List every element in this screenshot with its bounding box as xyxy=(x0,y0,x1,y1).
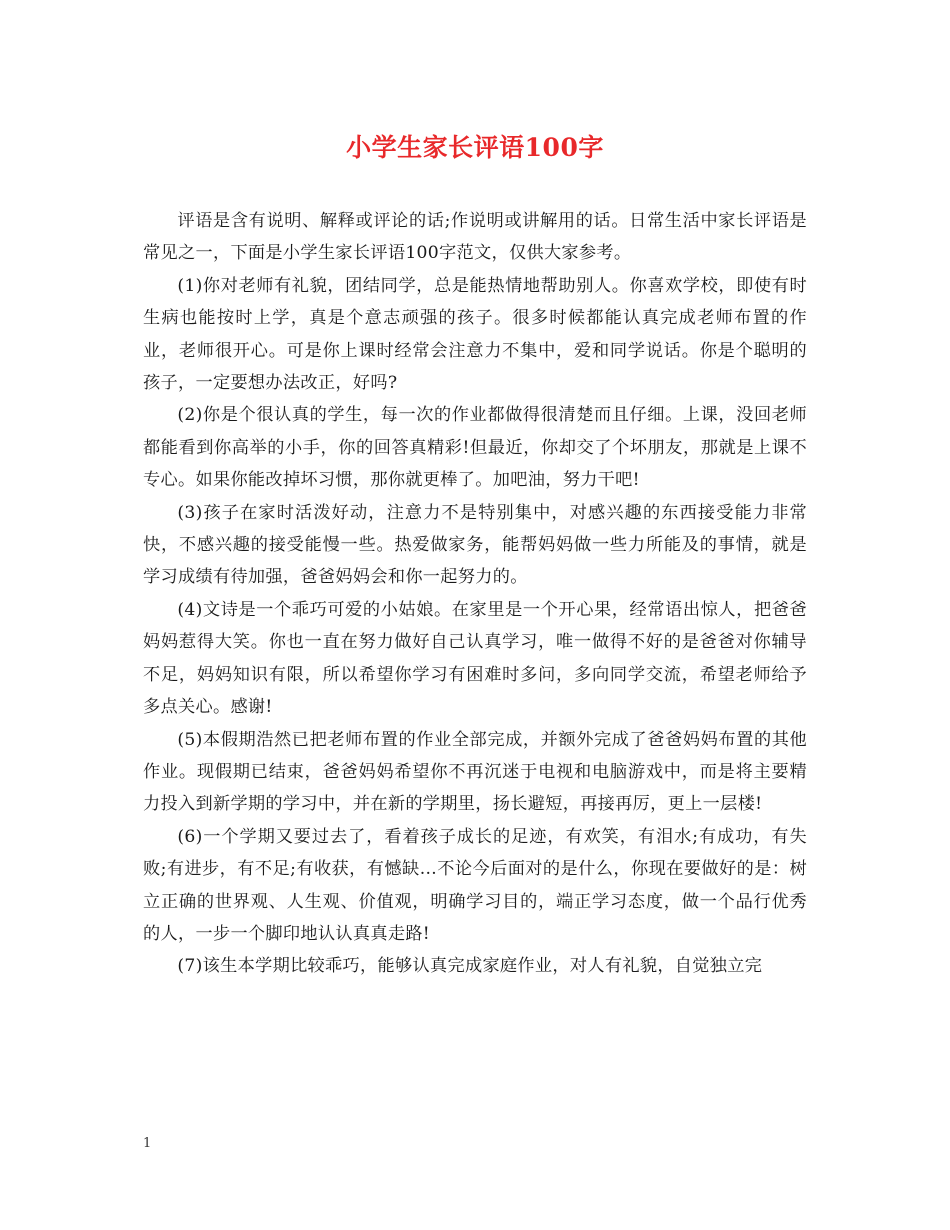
comment-paragraph-1: (1)你对老师有礼貌，团结同学，总是能热情地帮助别人。你喜欢学校，即使有时生病也能按时上学，真是个意志顽强的孩子。很多时候都能认真完成老师布置的作业，老师很开心。可是你上课时经常会注意力不集中，爱和同学说话。你是个聪明的孩子，一定要想办法改正，好吗? xyxy=(143,275,807,394)
intro-paragraph: 评语是含有说明、解释或评论的话;作说明或讲解用的话。日常生活中家长评语是常见之一，下面是小学生家长评语100字范文，仅供大家参考。 xyxy=(143,211,807,264)
comment-paragraph-3: (3)孩子在家时活泼好动，注意力不是特别集中，对感兴趣的东西接受能力非常快，不感兴趣的接受能慢一些。热爱做家务，能帮妈妈做一些力所能及的事情，就是学习成绩有待加强，爸爸妈妈会和你一起努力的。 xyxy=(143,502,807,588)
comment-paragraph-7: (7)该生本学期比较乖巧，能够认真完成家庭作业，对人有礼貌，自觉独立完 xyxy=(177,956,763,977)
document-title: 小学生家长评语100字 xyxy=(346,133,604,162)
comment-paragraph-2: (2)你是个很认真的学生，每一次的作业都做得很清楚而且仔细。上课，没回老师都能看到你高举的小手，你的回答真精彩!但最近，你却交了个坏朋友，那就是上课不专心。如果你能改掉坏习惯，那你就更棒了。加吧油，努力干吧! xyxy=(143,405,807,491)
comment-paragraph-5: (5)本假期浩然已把老师布置的作业全部完成，并额外完成了爸爸妈妈布置的其他作业。现假期已结束，爸爸妈妈希望你不再沉迷于电视和电脑游戏中，而是将主要精力投入到新学期的学习中，并在新的学期里，扬长避短，再接再厉，更上一层楼! xyxy=(143,729,807,815)
comment-paragraph-6: (6)一个学期又要过去了，看着孩子成长的足迹，有欢笑，有泪水;有成功，有失败;有进步，有不足;有收获，有憾缺…不论今后面对的是什么，你现在要做好的是：树立正确的世界观、人生观、价值观，明确学习目的，端正学习态度，做一个品行优秀的人，一步一个脚印地认认真真走路! xyxy=(143,826,807,944)
document-body xyxy=(143,205,807,983)
comment-paragraph-4: (4)文诗是一个乖巧可爱的小姑娘。在家里是一个开心果，经常语出惊人，把爸爸妈妈惹得大笑。你也一直在努力做好自己认真学习，唯一做得不好的是爸爸对你辅导不足，妈妈知识有限，所以希望你学习有困难时多问，多向同学交流，希望老师给予多点关心。感谢! xyxy=(143,599,807,718)
page-number: 1 xyxy=(143,1136,152,1151)
